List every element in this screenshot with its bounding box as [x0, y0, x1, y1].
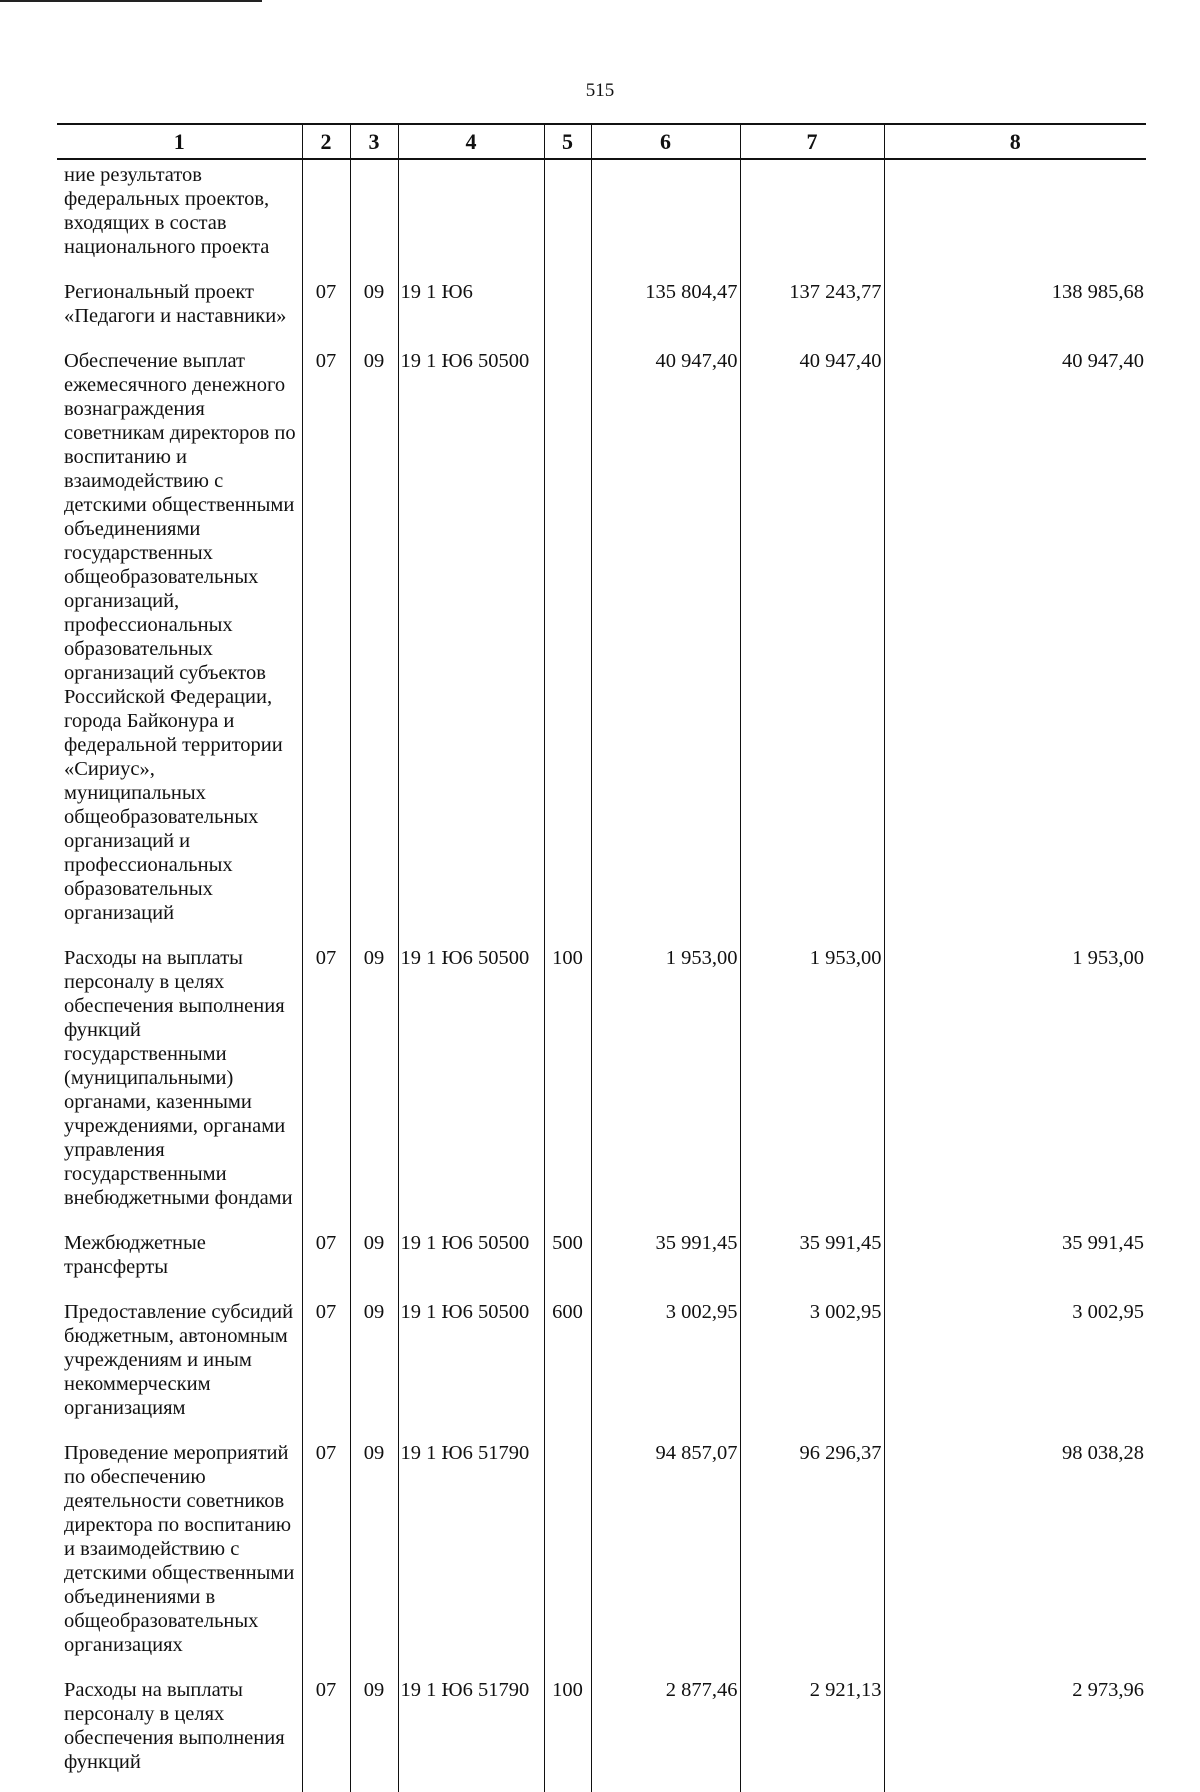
row-subsection: [350, 159, 398, 277]
header-row: [57, 124, 1146, 159]
column-header-5: 5: [544, 124, 591, 159]
row-description: Региональный проект «Педагоги и наставники»: [57, 277, 302, 346]
column-header-3: 3: [350, 124, 398, 159]
column-header-2: 2: [302, 124, 350, 159]
table-row: [57, 277, 1146, 346]
row-amount-col7: 40 947,40: [740, 346, 884, 943]
row-expense-type: [544, 1438, 591, 1675]
row-expense-type: 100: [544, 943, 591, 1228]
row-amount-col6: [591, 159, 740, 277]
row-section: 07: [302, 1297, 350, 1438]
row-amount-col7: 3 002,95: [740, 1297, 884, 1438]
row-amount-col7: 137 243,77: [740, 277, 884, 346]
row-subsection: 09: [350, 346, 398, 943]
row-target-code: 19 1 Ю6 50500: [398, 1228, 544, 1297]
row-amount-col6: 3 002,95: [591, 1297, 740, 1438]
row-description: Обеспечение выплат ежемесячного денежного вознаграждения советникам директоров по воспитанию и взаимодействию с детскими общественными объединениями государственных общеобразовательных организаций, профессиональных образовательных организаций субъектов Российской Федерации, города Байконура и федеральной территории «Сириус», муниципальных общеобразовательных организаций и профессиональных образовательных организаций: [57, 346, 302, 943]
row-amount-col8: 35 991,45: [884, 1228, 1146, 1297]
row-amount-col7: 1 953,00: [740, 943, 884, 1228]
row-amount-col7: 96 296,37: [740, 1438, 884, 1675]
row-amount-col6: 2 877,46: [591, 1675, 740, 1792]
table-row: [57, 1228, 1146, 1297]
row-subsection: 09: [350, 277, 398, 346]
row-description: Межбюджетные трансферты: [57, 1228, 302, 1297]
row-target-code: 19 1 Ю6 51790: [398, 1438, 544, 1675]
table-row: [57, 1438, 1146, 1675]
column-header-6: 6: [591, 124, 740, 159]
row-subsection: 09: [350, 1297, 398, 1438]
row-section: [302, 159, 350, 277]
row-description: Предоставление субсидий бюджетным, автономным учреждениям и иным некоммерческим организациям: [57, 1297, 302, 1438]
row-section: 07: [302, 277, 350, 346]
column-header-8: 8: [884, 124, 1146, 159]
row-section: 07: [302, 1675, 350, 1792]
row-target-code: [398, 159, 544, 277]
row-section: 07: [302, 1228, 350, 1297]
row-amount-col6: 40 947,40: [591, 346, 740, 943]
row-description: ние результатов федеральных проектов, входящих в состав национального проекта: [57, 159, 302, 277]
row-amount-col7: 35 991,45: [740, 1228, 884, 1297]
row-amount-col6: 94 857,07: [591, 1438, 740, 1675]
row-expense-type: [544, 277, 591, 346]
row-target-code: 19 1 Ю6 50500: [398, 943, 544, 1228]
row-section: 07: [302, 1438, 350, 1675]
row-section: 07: [302, 346, 350, 943]
table-row: [57, 159, 1146, 277]
row-description: Проведение мероприятий по обеспечению деятельности советников директора по воспитанию и взаимодействию с детскими общественными объединениями в общеобразовательных организациях: [57, 1438, 302, 1675]
row-expense-type: [544, 159, 591, 277]
row-description: Расходы на выплаты персоналу в целях обеспечения выполнения функций государственными (муниципальными) органами, казенными учреждениями, органами управления государственными внебюджетными фондами: [57, 943, 302, 1228]
row-expense-type: 600: [544, 1297, 591, 1438]
row-section: 07: [302, 943, 350, 1228]
row-amount-col8: 40 947,40: [884, 346, 1146, 943]
budget-table-container: [57, 123, 1146, 1773]
row-amount-col8: 1 953,00: [884, 943, 1146, 1228]
table-row: [57, 1675, 1146, 1792]
table-row: [57, 346, 1146, 943]
page-number: 515: [585, 80, 615, 101]
row-subsection: 09: [350, 943, 398, 1228]
row-subsection: 09: [350, 1438, 398, 1675]
row-expense-type: [544, 346, 591, 943]
column-header-1: 1: [57, 124, 302, 159]
row-amount-col8: 3 002,95: [884, 1297, 1146, 1438]
row-amount-col8: 98 038,28: [884, 1438, 1146, 1675]
row-target-code: 19 1 Ю6 50500: [398, 346, 544, 943]
row-subsection: 09: [350, 1675, 398, 1792]
table-row: [57, 1297, 1146, 1438]
row-target-code: 19 1 Ю6: [398, 277, 544, 346]
scan-edge-line: [0, 0, 262, 2]
row-amount-col8: 138 985,68: [884, 277, 1146, 346]
row-subsection: 09: [350, 1228, 398, 1297]
row-amount-col6: 135 804,47: [591, 277, 740, 346]
row-description: Расходы на выплаты персоналу в целях обеспечения выполнения функций: [57, 1675, 302, 1792]
row-amount-col7: [740, 159, 884, 277]
row-amount-col8: 2 973,96: [884, 1675, 1146, 1792]
column-header-4: 4: [398, 124, 544, 159]
row-target-code: 19 1 Ю6 51790: [398, 1675, 544, 1792]
row-target-code: 19 1 Ю6 50500: [398, 1297, 544, 1438]
row-expense-type: 500: [544, 1228, 591, 1297]
row-expense-type: 100: [544, 1675, 591, 1792]
table-row: [57, 943, 1146, 1228]
row-amount-col8: [884, 159, 1146, 277]
table-body: [57, 159, 1146, 1792]
budget-table: [57, 123, 1146, 1792]
row-amount-col7: 2 921,13: [740, 1675, 884, 1792]
row-amount-col6: 1 953,00: [591, 943, 740, 1228]
column-header-7: 7: [740, 124, 884, 159]
row-amount-col6: 35 991,45: [591, 1228, 740, 1297]
